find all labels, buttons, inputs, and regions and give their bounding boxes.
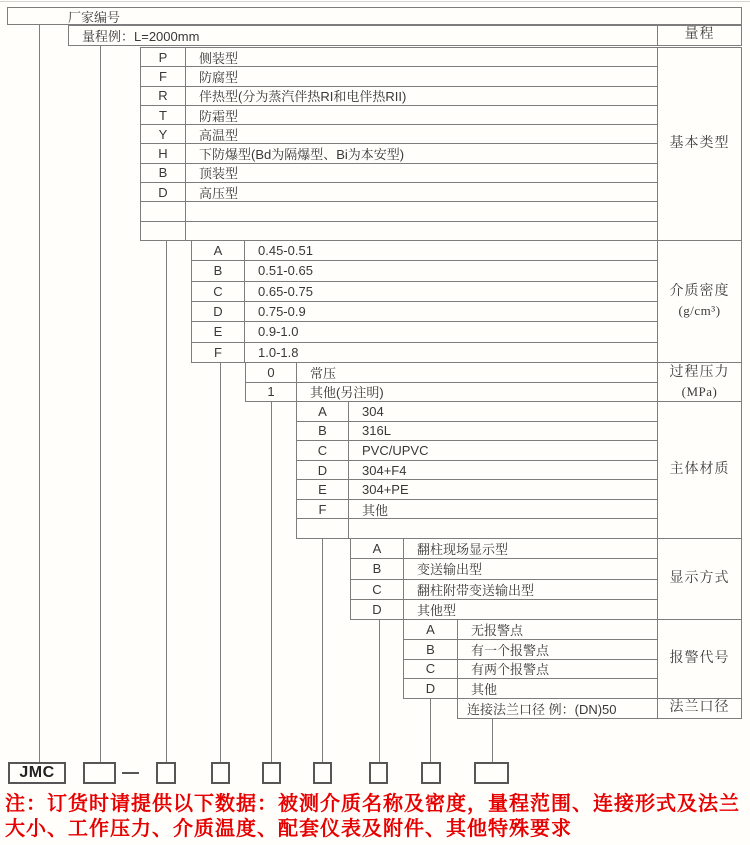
block-process-pressure: [245, 362, 742, 402]
category-label-process-pressure: [657, 363, 741, 401]
block-display-mode: [350, 538, 742, 620]
row-code: C: [351, 580, 404, 599]
table-row: [297, 402, 657, 421]
row-desc: 其他型: [417, 602, 457, 618]
table-row: [404, 678, 657, 698]
order-note: [5, 792, 747, 842]
row-desc: 0.9-1.0: [258, 324, 299, 340]
row-code: D: [404, 679, 458, 698]
row-desc: 侧装型: [199, 50, 239, 66]
model-code-box-body-material: [313, 762, 332, 784]
table-row: [246, 382, 657, 402]
row-code: A: [404, 620, 458, 639]
manufacturer-number-row: [7, 7, 742, 25]
row-code: [141, 202, 186, 220]
row-desc: PVC/UPVC: [362, 442, 429, 458]
row-code: T: [141, 106, 186, 124]
model-code-box-flange-size: [474, 762, 509, 784]
row-desc: 304+PE: [362, 482, 409, 498]
row-code: F: [141, 67, 186, 85]
row-code: 1: [246, 383, 297, 402]
category-label-text: 介质密度: [669, 284, 730, 300]
row-code: P: [141, 48, 186, 66]
table-row: [192, 321, 657, 341]
table-row: [351, 579, 657, 599]
connector-line-basic-type: [166, 240, 167, 762]
block-medium-density-rows: [192, 241, 657, 362]
table-row: [192, 260, 657, 280]
row-code: 0: [246, 363, 297, 382]
block-alarm-code-rows: [404, 620, 657, 698]
block-flange-size: [457, 698, 742, 719]
row-code: Y: [141, 125, 186, 143]
table-row: [246, 363, 657, 382]
row-desc: 其他(另注明): [310, 385, 384, 401]
connector-line-display-mode: [379, 619, 380, 762]
row-desc: 0.51-0.65: [258, 263, 313, 279]
category-label-text: 过程压力: [669, 364, 730, 380]
table-row: [297, 479, 657, 499]
table-row-empty: [141, 201, 657, 220]
row-desc: 316L: [362, 423, 391, 439]
category-label-medium-density: [657, 241, 741, 362]
connector-line-process-pressure: [271, 401, 272, 762]
model-code-box-basic-type: [156, 762, 176, 784]
table-row: [351, 539, 657, 558]
row-code: D: [192, 302, 245, 321]
table-row: [141, 86, 657, 105]
page-top-divider: [0, 1, 750, 2]
block-process-pressure-rows: [246, 363, 657, 401]
category-label-body-material: 主体材质: [657, 402, 741, 538]
category-label-display-mode: 显示方式: [657, 539, 741, 619]
row-desc: 304+F4: [362, 462, 407, 478]
table-row: [192, 342, 657, 362]
row-desc: 无报警点: [471, 622, 524, 638]
row-desc: [349, 519, 657, 538]
table-row: [141, 66, 657, 85]
block-alarm-code: [403, 619, 742, 699]
row-desc: [186, 202, 657, 220]
connector-line-range: [100, 45, 101, 762]
row-code: R: [141, 87, 186, 105]
table-row: [404, 659, 657, 679]
block-basic-type: [140, 47, 742, 241]
row-code: C: [192, 282, 245, 301]
row-desc: 防腐型: [199, 69, 239, 85]
row-desc: 高温型: [199, 127, 239, 143]
table-row: [404, 639, 657, 659]
table-row: [404, 620, 657, 639]
table-row: [141, 105, 657, 124]
row-code: B: [192, 261, 245, 280]
row-desc: 304: [362, 403, 384, 419]
row-desc: 常压: [310, 365, 337, 381]
row-code: B: [351, 559, 404, 578]
row-desc: [186, 222, 657, 240]
row-desc: 0.65-0.75: [258, 283, 313, 299]
row-desc: 其他: [471, 682, 498, 698]
connector-line-body-material: [322, 538, 323, 762]
table-row-empty: [141, 221, 657, 240]
row-code: F: [297, 500, 349, 519]
connector-line-alarm-code: [430, 698, 431, 762]
row-desc: 有两个报警点: [471, 662, 550, 678]
category-label-unit: (MPa): [681, 383, 718, 399]
row-code: C: [404, 660, 458, 679]
category-label-flange-size: 法兰口径: [657, 699, 741, 718]
row-code: D: [297, 461, 349, 480]
table-row: [192, 241, 657, 260]
table-row: [141, 124, 657, 143]
row-desc: 翻柱附带变送输出型: [417, 582, 535, 598]
row-code: A: [192, 241, 245, 260]
row-code: C: [297, 441, 349, 460]
row-desc: 下防爆型(Bd为隔爆型、Bi为本安型): [199, 147, 405, 163]
connector-line-medium-density: [220, 362, 221, 762]
row-desc: 顶装型: [199, 166, 239, 182]
model-code-box-process-pressure: [262, 762, 281, 784]
table-row: [192, 281, 657, 301]
model-code-box-alarm-code: [421, 762, 441, 784]
connector-line-flange-size: [492, 718, 493, 762]
table-row: [297, 460, 657, 480]
table-row: [192, 301, 657, 321]
row-code: F: [192, 343, 245, 362]
row-code: [141, 222, 186, 240]
row-desc: 0.45-0.51: [258, 243, 313, 259]
row-code: B: [141, 164, 186, 182]
block-medium-density: [191, 240, 742, 363]
row-code: A: [351, 539, 404, 558]
row-code: B: [404, 640, 458, 659]
block-body-material: [296, 401, 742, 539]
table-row: [458, 699, 657, 718]
category-label-basic-type: 基本类型: [657, 48, 741, 240]
row-code: [297, 519, 349, 538]
model-prefix-box: JMC: [8, 762, 66, 784]
row-desc: 有一个报警点: [471, 642, 550, 658]
dash-separator: [122, 772, 139, 774]
table-row: [297, 421, 657, 441]
row-desc: 连接法兰口径 例：(DN)50: [467, 702, 617, 717]
row-desc: 伴热型(分为蒸汽伴热RI和电伴热RII): [199, 89, 407, 105]
table-row: [297, 499, 657, 519]
row-desc: 其他: [362, 502, 389, 518]
connector-line-manufacturer: [39, 24, 40, 762]
range-row: [68, 25, 742, 46]
row-code: E: [297, 480, 349, 499]
block-basic-type-rows: [141, 48, 657, 240]
model-code-box-display-mode: [369, 762, 388, 784]
row-code: E: [192, 322, 245, 341]
range-category-label: 量程: [657, 26, 741, 45]
model-code-box-range: [83, 762, 116, 784]
category-label-alarm-code: 报警代号: [657, 620, 741, 698]
range-example-value: 量程例：L=2000mm: [82, 29, 200, 44]
row-code: B: [297, 422, 349, 441]
table-row: [141, 143, 657, 162]
block-body-material-rows: [297, 402, 657, 538]
manufacturer-number-label: 厂家编号: [68, 9, 121, 25]
block-display-mode-rows: [351, 539, 657, 619]
category-label-unit: (g/cm³): [678, 303, 721, 319]
order-note-line2: 大小、工作压力、介质温度、配套仪表及附件、其他特殊要求: [5, 818, 572, 840]
row-code: A: [297, 402, 349, 421]
row-desc: 0.75-0.9: [258, 304, 306, 320]
row-desc: 1.0-1.8: [258, 344, 299, 360]
row-desc: 翻柱现场显示型: [417, 542, 509, 558]
row-code: D: [351, 600, 404, 619]
row-desc: 变送输出型: [417, 562, 483, 578]
row-desc: 高压型: [199, 185, 239, 201]
model-code-box-medium-density: [211, 762, 230, 784]
table-row: [141, 48, 657, 66]
table-row: [297, 440, 657, 460]
table-row: [141, 163, 657, 182]
block-flange-size-rows: [458, 699, 657, 718]
table-row-empty: [297, 518, 657, 538]
table-row: [351, 558, 657, 578]
row-code: H: [141, 144, 186, 162]
table-row: [141, 182, 657, 201]
row-code: D: [141, 183, 186, 201]
order-note-line1: 注：订货时请提供以下数据：被测介质名称及密度，量程范围、连接形式及法兰: [5, 793, 740, 815]
table-row: [351, 599, 657, 619]
row-desc: 防霜型: [199, 108, 239, 124]
